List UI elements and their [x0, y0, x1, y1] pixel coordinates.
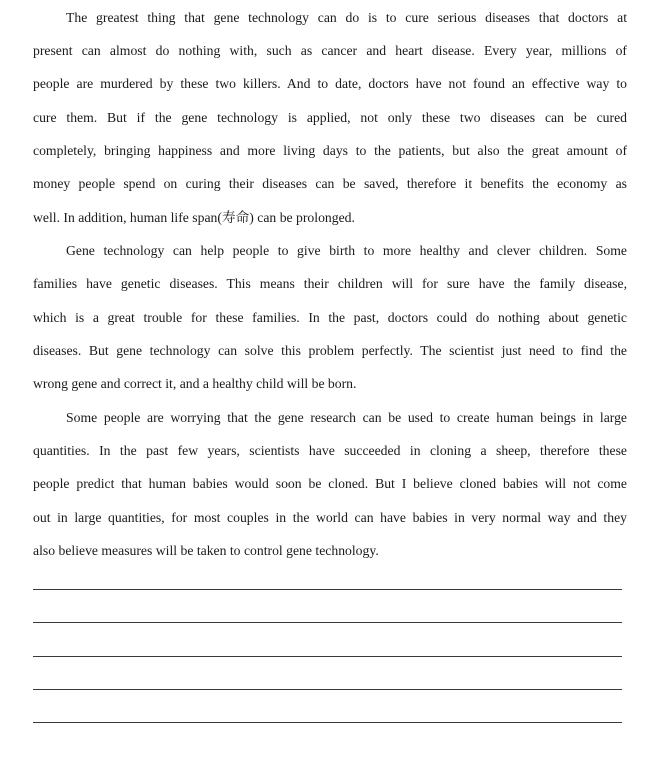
answer-line[interactable] — [33, 656, 622, 657]
passage-line: cure them. But if the gene technology is applied, not only these two diseases can be cured — [33, 110, 627, 125]
passage-line: people predict that human babies would soon be cloned. But I believe cloned babies will not come — [33, 476, 627, 491]
passage-line: which is a great trouble for these families. In the past, doctors could do nothing about genetic — [33, 310, 627, 325]
passage-line: people are murdered by these two killers. And to date, doctors have not found an effective way to — [33, 76, 627, 91]
passage-line: completely, bringing happiness and more living days to the patients, but also the great amount of — [33, 143, 627, 158]
answer-line[interactable] — [33, 589, 622, 590]
answer-line[interactable] — [33, 622, 622, 623]
answer-line[interactable] — [33, 689, 622, 690]
passage-line: out in large quantities, for most couples in the world can have babies in very normal way and they — [33, 510, 627, 525]
passage-line: quantities. In the past few years, scientists have succeeded in cloning a sheep, therefore these — [33, 443, 627, 458]
passage-line: Some people are worrying that the gene research can be used to create human beings in large — [66, 410, 627, 425]
passage-line: well. In addition, human life span(寿命) can be prolonged. — [33, 210, 355, 225]
passage-line: diseases. But gene technology can solve this problem perfectly. The scientist just need to find the — [33, 343, 627, 358]
passage-line: The greatest thing that gene technology can do is to cure serious diseases that doctors at — [66, 10, 627, 25]
passage-line: Gene technology can help people to give birth to more healthy and clever children. Some — [66, 243, 627, 258]
passage-line: wrong gene and correct it, and a healthy child will be born. — [33, 376, 357, 391]
passage-line: families have genetic diseases. This means their children will for sure have the family disease, — [33, 276, 627, 291]
passage-line: money people spend on curing their diseases can be saved, therefore it benefits the economy as — [33, 176, 627, 191]
passage-line: also believe measures will be taken to control gene technology. — [33, 543, 379, 558]
answer-line[interactable] — [33, 722, 622, 723]
passage-line: present can almost do nothing with, such as cancer and heart disease. Every year, millions of — [33, 43, 627, 58]
